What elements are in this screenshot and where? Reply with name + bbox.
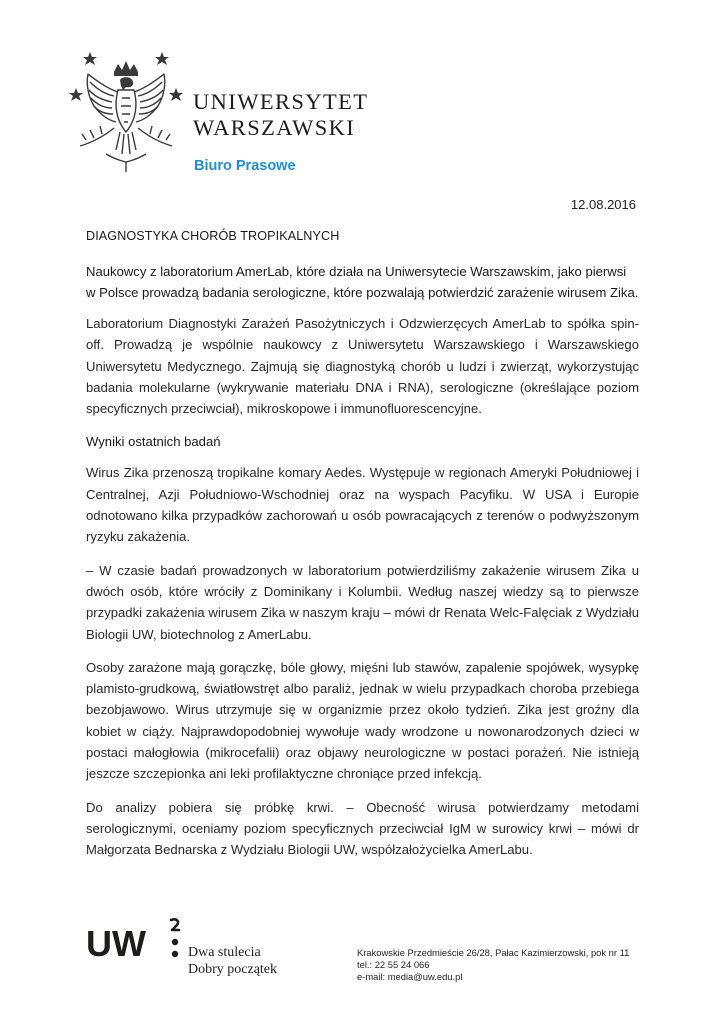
university-name bbox=[193, 89, 368, 141]
eagle-emblem-icon bbox=[66, 50, 186, 175]
university-name-line1: UNIWERSYTET bbox=[193, 89, 369, 114]
uw-logo-text: UW bbox=[86, 923, 146, 964]
contact-address: Krakowskie Przedmieście 26/28, Pałac Kazimierzowski, pok nr 11 bbox=[357, 947, 630, 958]
slogan-line2: Dobry początek bbox=[188, 962, 278, 977]
paragraph-symptoms: Osoby zarażone mają gorączkę, bóle głowy, mięśni lub stawów, zapalenie spojówek, wysypkę plamisto-grudkową, światłowstręt albo paraliż, jednak w wielu przypadkach choroba przebiega bezobjawowo. Wirus utrzymuje się w organizmie przez około tydzień. Zika jest groźny dla kobiet w ciąży. Najprawdopodobniej wywołuje wady wrodzone u nowonarodzonych dzieci w postaci małogłowia (mikrocefalii) oraz objawy neurologiczne w postaci porażeń. Nie istnieją jeszcze szczepionka ani leki profilaktyczne chroniące przed infekcją. bbox=[86, 659, 639, 782]
paragraph-lab-description: Laboratorium Diagnostyki Zarażeń Pasożytniczych i Odzwierzęcych AmerLab to spółka spin-off. Prowadzą je wspólnie naukowcy z Uniwersytetu Warszawskiego i Warszawskiego Uniwersytetu Medycznego. Zajmują się diagnostyką chorób u ludzi i zwierząt, wykorzystując badania molekularne (wykrywanie materiału DNA i RNA), serologiczne (określające poziom specyficznych przeciwciał), mikroskopowe i immunofluorescencyjne. bbox=[86, 316, 639, 417]
contact-info bbox=[357, 947, 629, 983]
uw-logo-icon bbox=[86, 916, 186, 966]
paragraph-quote-welc: – W czasie badań prowadzonych w laboratorium potwierdziliśmy zakażenie wirusem Zika u dwóch osób, które wróciły z Dominikany i Kolumbii. Według naszej wiedzy są to pierwsze przypadki zakażenia wirusem Zika w naszym kraju – mówi dr Renata Welc-Falęciak z Wydziału Biologii UW, biotechnolog z AmerLabu. bbox=[86, 562, 639, 642]
lead-paragraph: Naukowcy z laboratorium AmerLab, które działa na Uniwersytecie Warszawskim, jako pierwsi w Polsce prowadzą badania serologiczne, które pozwalają potwierdzić zarażenie wirusem Zika. bbox=[86, 264, 639, 300]
slogan bbox=[188, 944, 277, 978]
document-body bbox=[86, 229, 639, 873]
press-office-label: Biuro Prasowe bbox=[194, 158, 296, 174]
contact-phone: tel.: 22 55 24 066 bbox=[357, 959, 430, 970]
slogan-line1: Dwa stulecia bbox=[188, 945, 261, 960]
paragraph-quote-bednarska: Do analizy pobiera się próbkę krwi. – Obecność wirusa potwierdzamy metodami serologicznymi, oceniamy poziom specyficznych przeciwciał IgM w surowicy krwi – mówi dr Małgorzata Bednarska z Wydziału Biologii UW, współzałożycielka AmerLabu. bbox=[86, 799, 639, 858]
release-date: 12.08.2016 bbox=[570, 197, 636, 212]
contact-email[interactable]: e-mail: media@uw.edu.pl bbox=[357, 971, 463, 982]
university-name-line2: WARSZAWSKI bbox=[193, 115, 356, 140]
section-title: DIAGNOSTYKA CHORÓB TROPIKALNYCH bbox=[86, 229, 340, 243]
paragraph-zika-spread: Wirus Zika przenoszą tropikalne komary Aedes. Występuje w regionach Ameryki Południowej i Centralnej, Azji Południowo-Wschodniej oraz na wyspach Pacyfiku. W USA i Europie odnotowano kilka przypadków zachorowań u osób powracających z terenów o podwyższonym ryzyku zakażenia. bbox=[86, 465, 639, 545]
subheading-results: Wyniki ostatnich badań bbox=[86, 434, 221, 450]
